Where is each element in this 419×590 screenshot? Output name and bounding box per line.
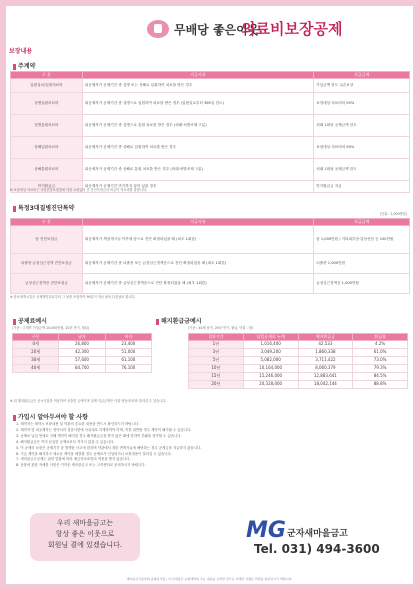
table-row: 10년 10,164,000 8,060,379 79.3% [189,365,408,373]
table-header: 환급률 [353,334,408,341]
bullet-icon [156,319,159,325]
table-header: 구 분 [11,219,83,226]
table-header: 지급금액 [314,219,410,226]
brochure-page [6,6,413,584]
special-note: ※ 암보장개시일은 공제계약일로부터 그 날을 포함하여 90일이 지난 날의 다음날로 합니다. [10,295,136,299]
table-header: 납입공제료 누계 [243,334,298,341]
table-row: 20년 20,328,000 18,042,144 88.8% [189,381,408,389]
bullet-icon [13,415,16,421]
table-header: 지급사유 [82,72,313,79]
table-row: 0세 26,800 23,400 [13,341,152,349]
slogan-line: 회원님 곁에 있겠습니다. [47,541,123,549]
table-row: 20세 42,300 51,000 [13,349,152,357]
table-row: 5년 5,082,000 3,711,422 73.0% [189,357,408,365]
list-item: 1. 계약자는 계약시 보장내용 및 약관의 중요한 내용을 반드시 확인하시기 바랍니다. [16,422,140,426]
mg-heart-icon [147,20,169,38]
slogan-line: 우리 새마을금고는 [56,519,114,527]
table-header: 지급금액 [314,72,410,79]
refund-footnote: ※ 위 해지환급금은 공시이율을 적용하여 산출한 금액이며 실제 지급금액은 이율 변동에 따라 달라질 수 있습니다. [10,399,167,403]
premium-table [12,333,152,373]
branch-phone: Tel. 031) 494-3600 [254,542,380,556]
section-main-heading: 보장내용 [9,48,33,55]
table-row: 상해입원의료비 피공제자가 공제기간 중 상해로 입원하여 치료를 받은 경우 보장대상 의료비의 90% [11,137,410,159]
page-title: 의료비보장공제 [241,20,343,38]
branch-ad [212,513,409,561]
notes-list [16,422,406,469]
bullet-icon [13,319,16,325]
section-primary-heading: 주계약 [13,61,35,70]
list-item: 6. 기존 계약을 해지하고 새로운 계약을 체결할 경우 공제료가 인상되거나 보장내용이 달라질 수 있습니다. [16,451,172,456]
page-header [6,6,413,40]
bottom-divider [6,568,413,576]
refund-table [188,333,408,389]
table-row: 암 진단보험금 피공제자가 책임개시일 이후에 암으로 진단 확정되었을 때 (최초 1회한) 암 1,000만원 / 기타피부암·갑상선암 등 100만원 [11,226,410,254]
table-row: 3년 3,049,200 1,860,338 61.0% [189,349,408,357]
table-header: 지급사유 [82,219,313,226]
section-notes-heading: 가입시 알아두셔야 할 사항 [13,412,88,421]
table-row: 만기환급금 피공제자가 공제기간 만기까지 살아 있을 경우 만기환급금 지급 [11,181,410,193]
list-item: 8. 상품에 관한 자세한 사항은 가까운 새마을금고 또는 고객센터로 문의하시기 바랍니다. [16,463,146,468]
table-header: 남자 [59,334,105,341]
list-item: 2. 계약자 및 피공제자는 청약서의 질문사항에 사실대로 기재하여야 하며, 이를 위반할 경우 계약이 해지될 수 있습니다. [16,427,192,432]
footer-text: 새마을금고중앙회 공제심사필 | 이 안내장은 보험계약의 주요 내용을 요약한 것으로 자세한 사항은 약관을 참조하시기 바랍니다. [126,577,293,581]
list-item: 7. 새마을금고공제는 관련 법률에 따라 예금자보호법의 적용을 받지 않습니다. [16,457,131,462]
list-item: 3. 공제료 납입 연체로 인해 계약이 해지된 경우 해지환급금을 받지 않은 때에 한하여 부활을 청약할 수 있습니다. [16,433,182,438]
table-row: 입원실료/입원의료비 피공제자가 공제기간 중 질병 또는 상해로 입원하여 치료를 받은 경우 가입금액 한도 실손보상 [11,79,410,93]
table-header: 구 분 [11,72,83,79]
bullet-icon [13,206,16,212]
section-refund-heading: 해지환급금예시 [156,316,202,325]
table-header: 경과기간 [189,334,244,341]
table-header: 해지환급금 [298,334,353,341]
primary-table [10,71,410,193]
table-row: 15년 15,246,000 12,883,641 84.5% [189,373,408,381]
special-table [10,218,410,294]
slogan-line: 항상 좋은 이웃으로 [55,530,115,538]
list-item: 4. 해지환급금은 이미 납입한 공제료보다 적거나 없을 수 있습니다. [16,439,115,444]
table-row: 30세 57,600 61,100 [13,357,152,365]
table-row: 40세 84,700 76,100 [13,365,152,373]
table-row: 뇌졸중·급성심근경색 진단보험금 피공제자가 공제기간 중 뇌졸중 또는 급성심근경색증으로 진단 확정되었을 때 (최초 1회한) 뇌졸중 1,000만원 [11,254,410,274]
premium-note: (기준 : 주계약 가입금액 10,000만원, 20년 만기, 월납) [12,326,90,330]
table-header: 구분 [13,334,59,341]
bullet-icon [13,64,16,70]
branch-name: 군자새마을금고 [287,529,348,539]
table-row: 질병통원의료비 피공제자가 공제기간 중 질병으로 통원 치료를 받은 경우 (외래·처방조제 구분) 외래 1회당 공제금액 한도 [11,115,410,137]
primary-note: ※ 보장대상 의료비는 국민건강보험법에 의한 요양급여 중 본인부담금과 비급여 의료비를 말합니다. [10,188,147,192]
slogan-box [30,513,140,561]
table-row: 상해통원의료비 피공제자가 공제기간 중 상해로 통원 치료를 받은 경우 (외래·처방조제 구분) 외래 1회당 공제금액 한도 [11,159,410,181]
refund-note: (기준 : 40세 남자, 20년 만기, 월납, 단위 : 원) [188,326,253,330]
special-unit: (단위 : 1,000만원) [379,212,407,216]
table-row: 1년 1,016,400 42,533 4.2% [189,341,408,349]
table-row: 질병입원의료비 피공제자가 공제기간 중 질병으로 입원하여 치료를 받은 경우 (입원일로부터 365일 한도) 보장대상 의료비의 90% [11,93,410,115]
header-subtitle: 무배당 좋은이웃 [174,23,260,37]
mg-logo: MG [246,518,286,543]
table-header: 여자 [105,334,151,341]
section-special-heading: 특정3대질병진단특약 [13,203,74,212]
table-row: 급성심근경색증 진단보험금 피공제자가 공제기간 중 급성심근경색증으로 진단 확정되었을 때 (최초 1회한) 급성심근경색증 1,000만원 [11,274,410,294]
list-item: 5. 이 공제의 보장은 공제기간 중 발생한 사고에 한하며 약관에서 정한 면책사유에 해당하는 경우 공제금을 지급하지 않습니다. [16,445,202,450]
section-premium-heading: 공제료예시 [13,316,47,325]
